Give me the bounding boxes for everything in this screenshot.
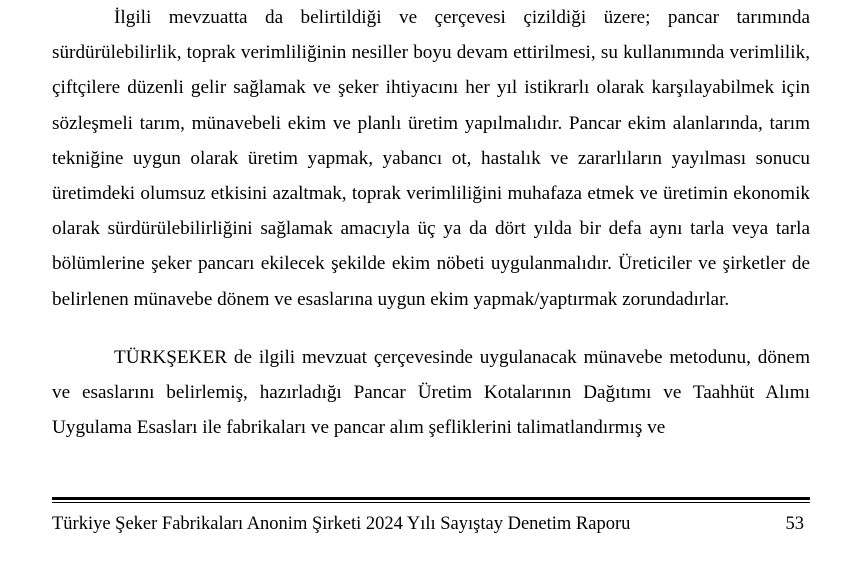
paragraph-1: İlgili mevzuatta da belirtildiği ve çerçevesi çizildiği üzere; pancar tarımında sürdürülebilirlik, toprak verimliliğinin nesiller boyu devam ettirilmesi, su kullanımında verimlilik, çiftçilere düzenli gelir sağlamak ve şeker ihtiyacını her yıl istikrarlı olarak karşılayabilmek için sözleşmeli tarım, münavebeli ekim ve planlı üretim yapılmalıdır. Pancar ekim alanlarında, tarım tekniğine uygun olarak üretim yapmak, yabancı ot, hastalık ve zararlıların yayılması sonucu üretimdeki olumsuz etkisini azaltmak, toprak verimliliğini muhafaza etmek ve üretimin ekonomik olarak sürdürülebilirliğini sağlamak amacıyla üç ya da dört yılda bir defa aynı tarla veya tarla bölümlerine şeker pancarı ekilecek şekilde ekim nöbeti uygulanmalıdır. Üreticiler ve şirketler de belirlenen münavebe dönem ve esaslarına uygun ekim yapmak/yaptırmak zorundadırlar.	[52, 7, 810, 310]
page-body-text	[52, 0, 810, 445]
footer-divider-rule	[52, 497, 810, 503]
footer-page-number: 53	[785, 514, 804, 534]
paragraph-2: TÜRKŞEKER de ilgili mevzuat çerçevesinde uygulanacak münavebe metodunu, dönem ve esaslarını belirlemiş, hazırladığı Pancar Üretim Kotalarının Dağıtımı ve Taahhüt Alımı Uygulama Esasları ile fabrikaları ve pancar alım şefliklerini talimatlandırmış ve	[52, 346, 810, 439]
page-footer	[52, 497, 810, 536]
footer-report-title: Türkiye Şeker Fabrikaları Anonim Şirketi 2024 Yılı Sayıştay Denetim Raporu	[52, 514, 631, 534]
footer-content-row	[52, 512, 810, 536]
